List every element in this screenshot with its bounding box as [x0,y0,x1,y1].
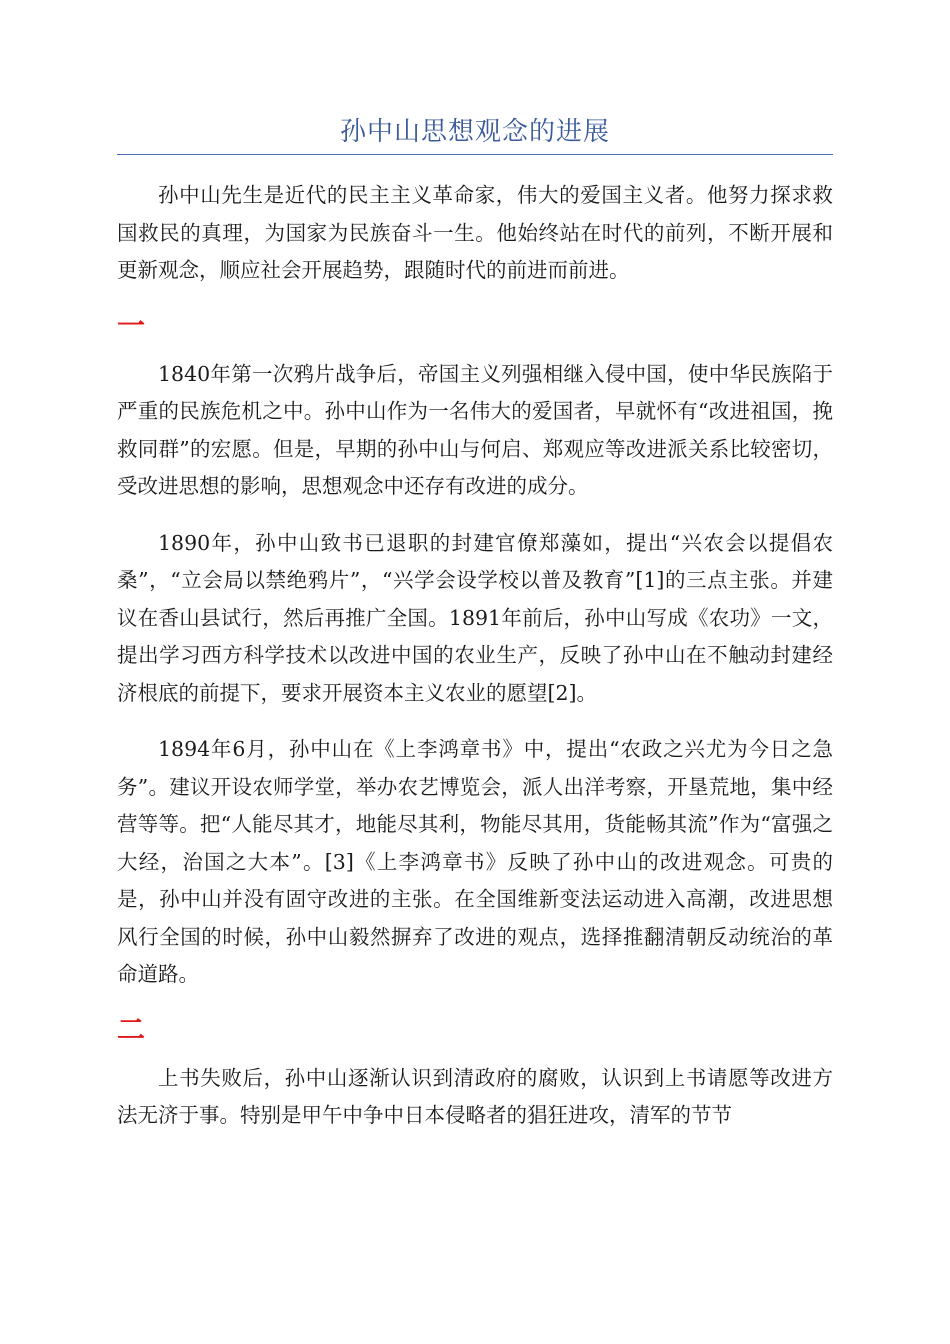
section-1-paragraph-3: 1894年6月，孙中山在《上李鸿章书》中，提出“农政之兴尤为今日之急务”。建议开设农师学堂，举办农艺博览会，派人出洋考察，开垦荒地，集中经营等等。把“人能尽其才，地能尽其利，物能尽其用，货能畅其流”作为“富强之大经，治国之大本”。[3]《上李鸿章书》反映了孙中山的改进观念。可贵的是，孙中山并没有固守改进的主张。在全国维新变法运动进入高潮，改进思想风行全国的时候，孙中山毅然摒弃了改进的观点，选择推翻清朝反动统治的革命道路。 [117,737,833,986]
document-page [117,112,833,1135]
section-marker-2: 二 [117,1012,146,1046]
intro-paragraph: 孙中山先生是近代的民主主义革命家，伟大的爱国主义者。他努力探求救国救民的真理，为国家为民族奋斗一生。他始终站在时代的前列，不断开展和更新观念，顺应社会开展趋势，跟随时代的前进而前进。 [117,183,833,282]
title-underline [117,154,833,155]
section-1-paragraph-1: 1840年第一次鸦片战争后，帝国主义列强相继入侵中国，使中华民族陷于严重的民族危机之中。孙中山作为一名伟大的爱国者，早就怀有“改进祖国，挽救同群”的宏愿。但是，早期的孙中山与何启、郑观应等改进派关系比较密切，受改进思想的影响，思想观念中还存有改进的成分。 [117,361,833,498]
section-2-paragraph-1: 上书失败后，孙中山逐渐认识到清政府的腐败，认识到上书请愿等改进方法无济于事。特别是甲午中争中日本侵略者的猖狂进攻，清军的节节 [117,1065,833,1127]
document-title: 孙中山思想观念的进展 [339,117,610,147]
section-1-paragraph-2: 1890年，孙中山致书已退职的封建官僚郑藻如，提出“兴农会以提倡农桑”，“立会局以禁绝鸦片”，“兴学会设学校以普及教育”[1]的三点主张。并建议在香山县试行，然后再推广全国。1891年前后，孙中山写成《农功》一文，提出学习西方科学技术以改进中国的农业生产，反映了孙中山在不触动封建经济根底的前提下，要求开展资本主义农业的愿望[2]。 [117,530,833,705]
section-marker-1: 一 [117,308,146,342]
